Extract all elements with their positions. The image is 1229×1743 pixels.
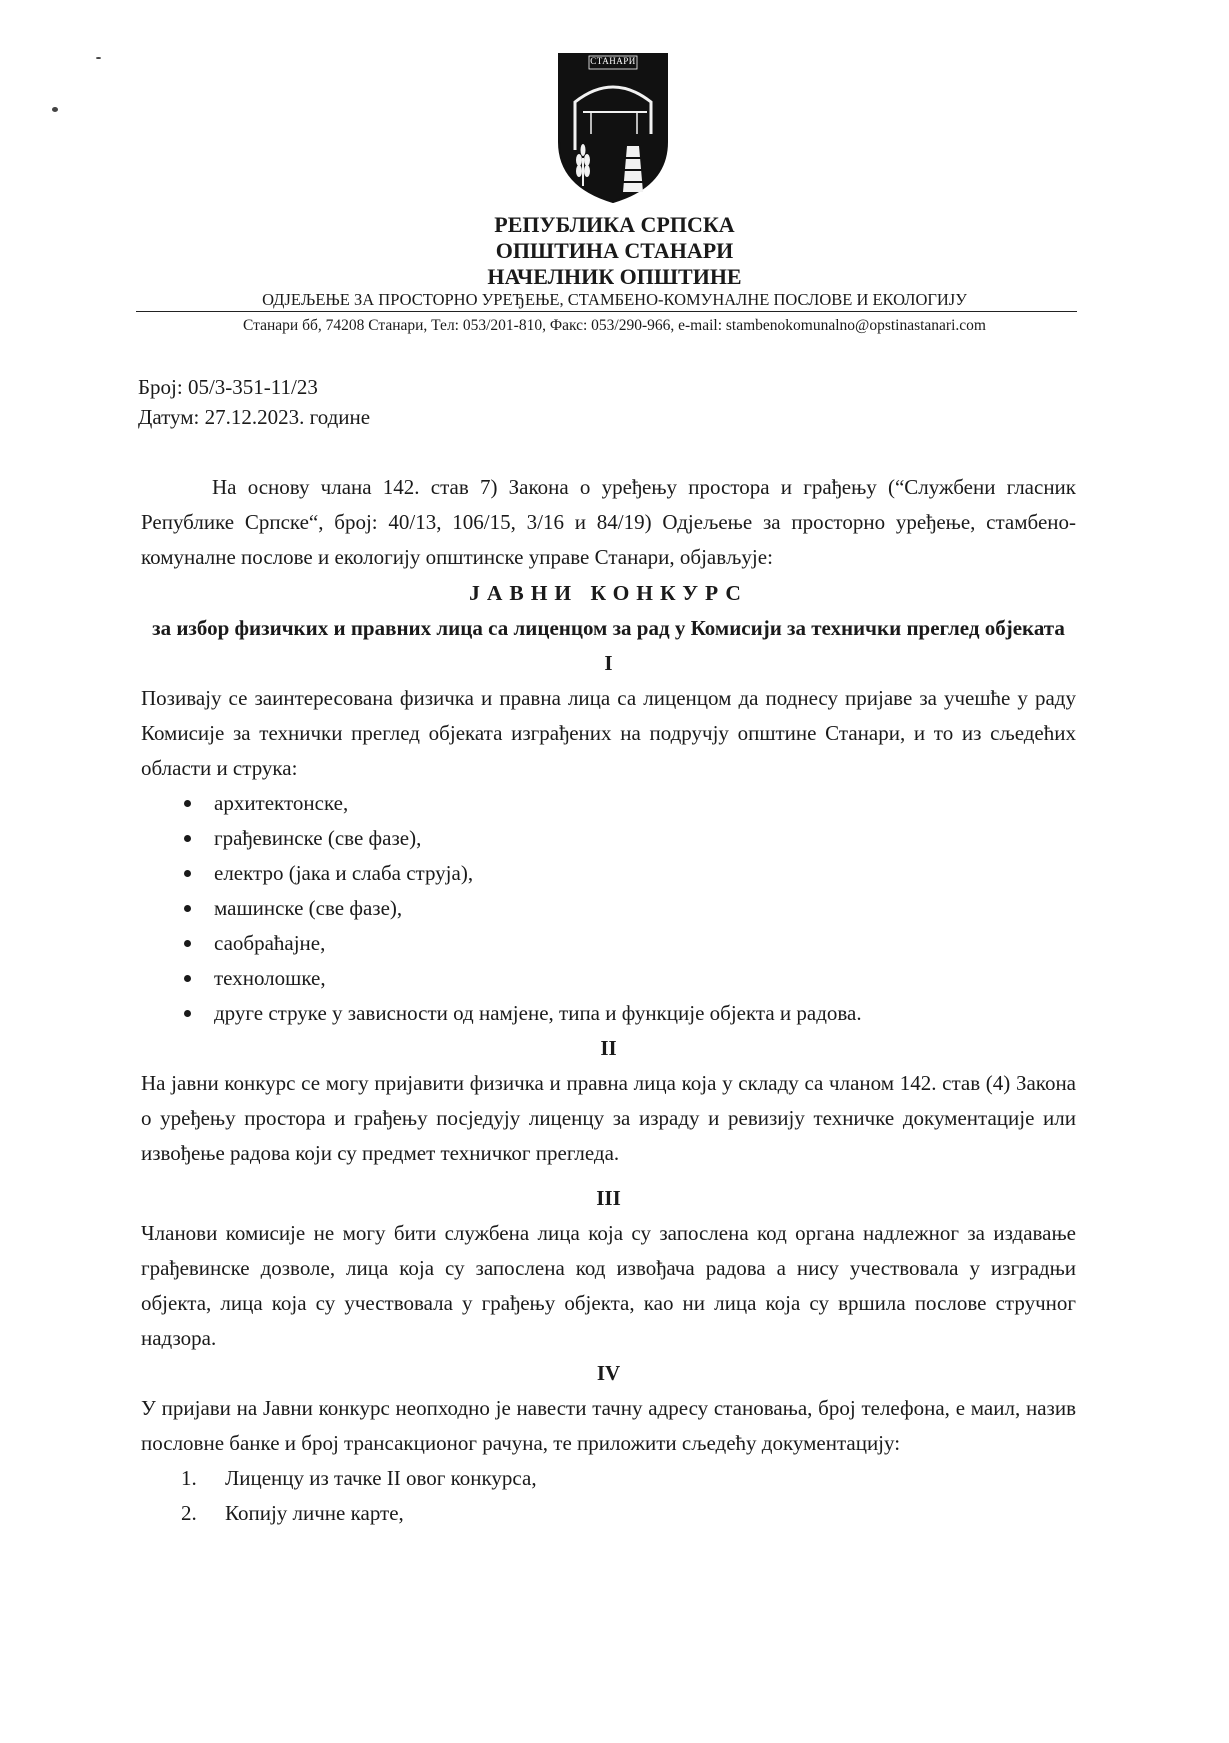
section-4-text: У пријави на Јавни конкурс неопходно је навести тачну адресу становања, број телефона, е маил, назив пословне банке и број трансакционог рачуна, те приложити сљедећу документацију:: [141, 1396, 1076, 1455]
section-1-text: Позивају се заинтересована физичка и правна лица са лиценцом да поднесу пријаве за учешће у раду Комисије за технички преглед објеката изграђених на подручју општине Станари, и то из сљедећих области и струка:: [141, 686, 1076, 780]
bullet-icon: [184, 1010, 191, 1017]
list-item: [141, 1461, 1076, 1496]
bullet-icon: [184, 940, 191, 947]
header-contact: Станари бб, 74208 Станари, Тел: 053/201-810, Факс: 053/290-966, e-mail: stambenokomunalno@opstinastanari.com: [243, 317, 986, 334]
intro-paragraph: На основу члана 142. став 7) Закона о уређењу простора и грађењу (“Службени гласник Републике Српске“, број: 40/13, 106/15, 3/16 и 84/19) Одјељење за просторно уређење, стамбено-комуналне послове и екологију општинске управе Станари, објављује:: [141, 475, 1076, 569]
bullet-icon: [184, 800, 191, 807]
section-3-text: Чланови комисије не могу бити службена лица која су запослена код органа надлежног за издавање грађевинске дозволе, лица која су запослена код извођача радова а нису учествовала у изградњи објекта, лица која су учествовала у грађењу објекта, као ни лица која су вршила послове стручног надзора.: [141, 1221, 1076, 1350]
list-item-text: грађевинске (све фазе),: [214, 826, 422, 850]
list-item: [141, 926, 1076, 961]
list-item: [141, 856, 1076, 891]
list-item-text: архитектонске,: [214, 791, 349, 815]
list-item-text: машинске (све фазе),: [214, 896, 403, 920]
document-number: Број: 05/3-351-11/23: [138, 375, 318, 399]
scan-speck: [52, 107, 58, 112]
header-divider: [136, 311, 1077, 312]
section-numeral: III: [596, 1186, 621, 1210]
list-item-text: друге струке у зависности од намјене, типа и функције објекта и радова.: [214, 1001, 862, 1025]
document-body: [141, 470, 1076, 1531]
list-item-text: технолошке,: [214, 966, 326, 990]
crest-label: СТАНАРИ: [590, 56, 636, 66]
bullet-icon: [184, 905, 191, 912]
list-item-text: електро (јака и слаба струја),: [214, 861, 474, 885]
list-item-text: Копију личне карте,: [225, 1501, 404, 1525]
header-department: ОДЈЕЉЕЊЕ ЗА ПРОСТОРНО УРЕЂЕЊЕ, СТАМБЕНО-КОМУНАЛНЕ ПОСЛОВЕ И ЕКОЛОГИЈУ: [262, 290, 967, 309]
section-numeral: II: [600, 1036, 617, 1060]
bullet-icon: [184, 835, 191, 842]
list-item: [141, 821, 1076, 856]
document-list: [141, 1461, 1076, 1531]
bullet-icon: [184, 975, 191, 982]
field-list: [141, 786, 1076, 1031]
municipal-crest-logo: [553, 50, 673, 205]
list-item-number: 1.: [181, 1466, 197, 1490]
bullet-icon: [184, 870, 191, 877]
list-item-text: саобраћајне,: [214, 931, 326, 955]
header-municipality: ОПШТИНА СТАНАРИ: [495, 238, 734, 263]
list-item: [141, 786, 1076, 821]
scan-speck: [96, 57, 101, 59]
header-mayor: НАЧЕЛНИК ОПШТИНЕ: [487, 264, 742, 289]
section-2-text: На јавни конкурс се могу пријавити физичка и правна лица која у складу са чланом 142. став (4) Закона о уређењу простора и грађењу посједују лиценцу за израду и ревизију техничке документације или извођење радова који су предмет техничког прегледа.: [141, 1071, 1076, 1165]
document-meta: [138, 372, 370, 432]
document-subtitle: за избор физичких и правних лица са лиценцом за рад у Комисији за технички преглед објеката: [152, 616, 1065, 640]
list-item-text: Лиценцу из тачке II овог конкурса,: [225, 1466, 537, 1490]
list-item: [141, 1496, 1076, 1531]
header-republic: РЕПУБЛИКА СРПСКА: [494, 212, 735, 237]
list-item: [141, 996, 1076, 1031]
document-date: Датум: 27.12.2023. године: [138, 405, 371, 429]
list-item-number: 2.: [181, 1501, 197, 1525]
document-title: ЈАВНИ КОНКУРС: [469, 581, 748, 605]
section-numeral: IV: [596, 1361, 621, 1385]
list-item: [141, 961, 1076, 996]
section-numeral: I: [604, 651, 613, 675]
list-item: [141, 891, 1076, 926]
